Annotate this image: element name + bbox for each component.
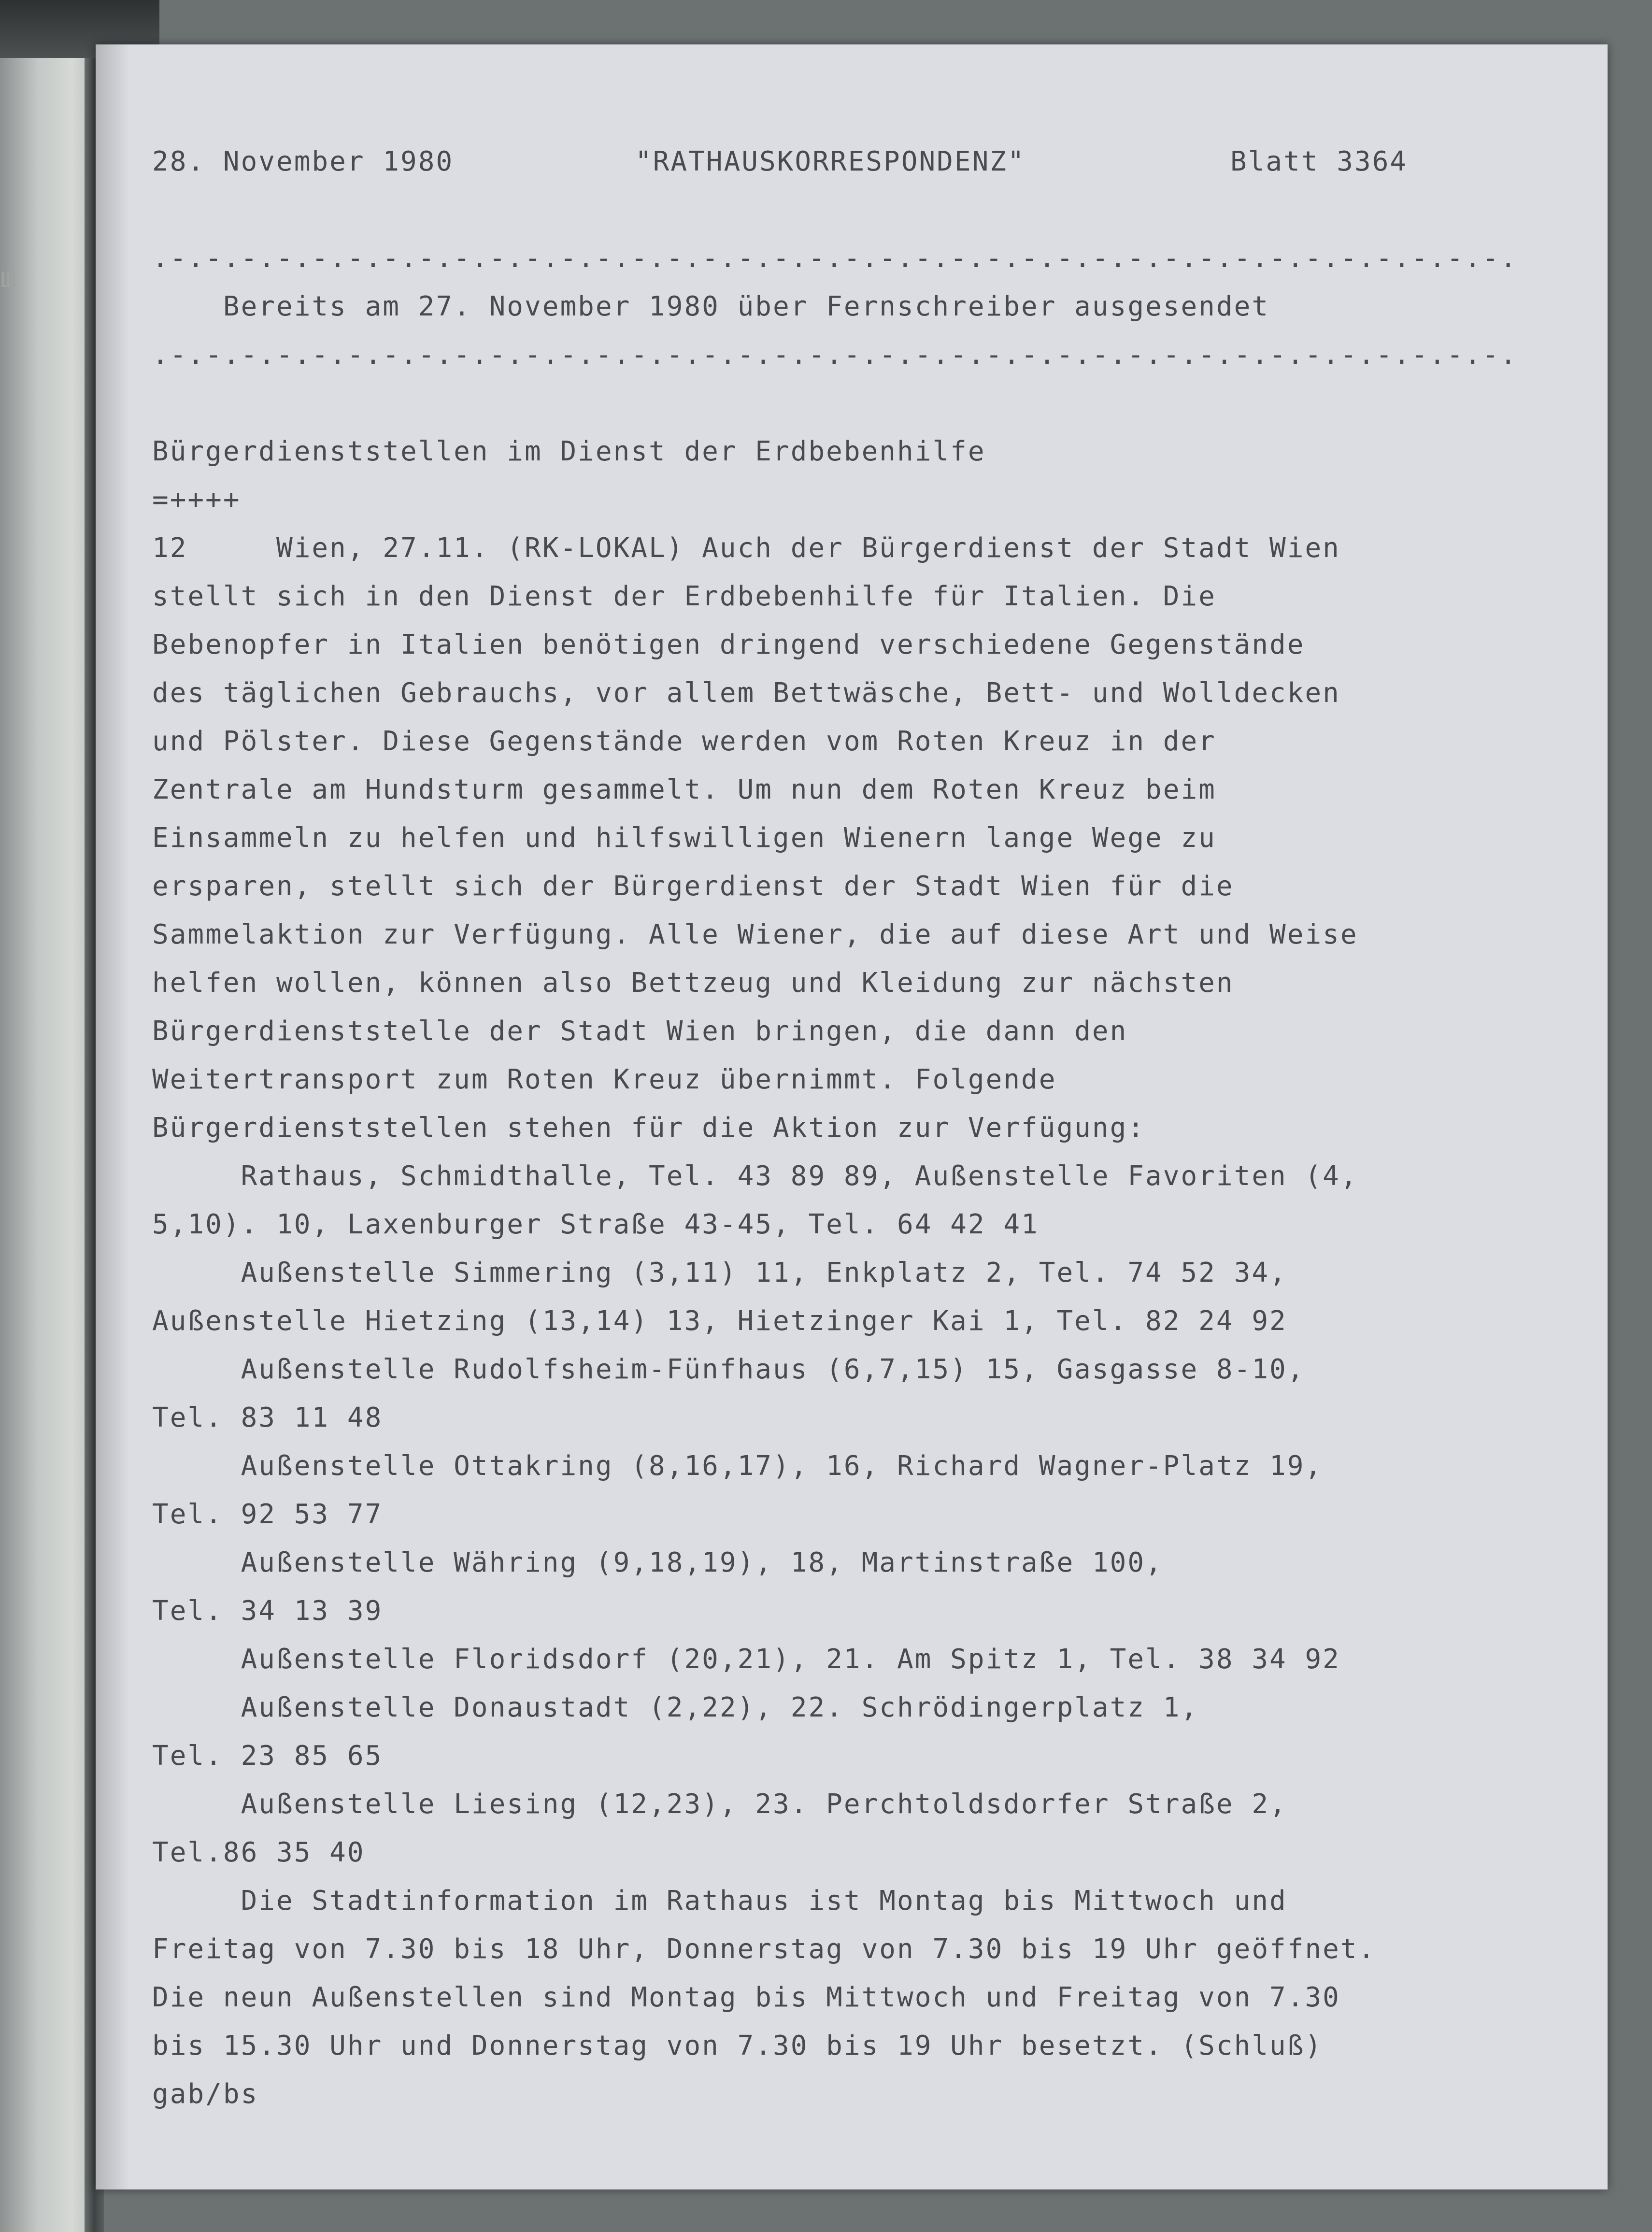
page-header (152, 138, 1553, 186)
body-line: Bürgerdienststelle der Stadt Wien bringen, die dann den (152, 1016, 1128, 1047)
body-line: Zentrale am Hundsturm gesammelt. Um nun dem Roten Kreuz beim (152, 774, 1216, 805)
body-line: Außenstelle Währing (9,18,19), 18, Martinstraße 100, (152, 1547, 1163, 1578)
body-line: helfen wollen, können also Bettzeug und Kleidung zur nächsten (152, 967, 1234, 999)
body-line: Außenstelle Floridsdorf (20,21), 21. Am Spitz 1, Tel. 38 34 92 (152, 1644, 1340, 1675)
separator-top: .-.-.-.-.-.-.-.-.-.-.-.-.-.-.-.-.-.-.-.-.-.-.-.-.-.-.-.-.-.-.-.-.-.-.-.-.-.-. (152, 243, 1518, 274)
body-line: des täglichen Gebrauchs, vor allem Bettwäsche, Bett- und Wolldecken (152, 677, 1340, 709)
body-line: Tel. 92 53 77 (152, 1499, 383, 1530)
headline: Bürgerdienststellen im Dienst der Erdbebenhilfe (152, 436, 986, 467)
body-line: Außenstelle Simmering (3,11) 11, Enkplatz 2, Tel. 74 52 34, (152, 1257, 1287, 1288)
body-line: ersparen, stellt sich der Bürgerdienst der Stadt Wien für die (152, 871, 1234, 902)
body-line: und Pölster. Diese Gegenstände werden vom Roten Kreuz in der (152, 726, 1216, 757)
body-line: 12 Wien, 27.11. (RK-LOKAL) Auch der Bürgerdienst der Stadt Wien (152, 532, 1340, 564)
body-line: Die neun Außenstellen sind Montag bis Mittwoch und Freitag von 7.30 (152, 1982, 1340, 2013)
transmission-notice: Bereits am 27. November 1980 über Fernschreiber ausgesendet (152, 291, 1270, 322)
body-line: bis 15.30 Uhr und Donnerstag von 7.30 bis 19 Uhr besetzt. (Schluß) (152, 2030, 1323, 2061)
body-line: Außenstelle Ottakring (8,16,17), 16, Richard Wagner-Platz 19, (152, 1450, 1323, 1482)
body-line: Außenstelle Donaustadt (2,22), 22. Schrödingerplatz 1, (152, 1692, 1199, 1723)
body-line: Bürgerdienststellen stehen für die Aktion zur Verfügung: (152, 1112, 1146, 1144)
body-line: stellt sich in den Dienst der Erdbebenhilfe für Italien. Die (152, 581, 1216, 612)
body-line: Bebenopfer in Italien benötigen dringend verschiedene Gegenstände (152, 629, 1305, 660)
header-publication: "RATHAUSKORRESPONDENZ" (635, 146, 1025, 177)
body-line: Außenstelle Hietzing (13,14) 13, Hietzinger Kai 1, Tel. 82 24 92 (152, 1305, 1287, 1337)
header-sheet-number: Blatt 3364 (1230, 146, 1408, 177)
body-line: Weitertransport zum Roten Kreuz übernimmt. Folgende (152, 1064, 1057, 1095)
body-line: Einsammeln zu helfen und hilfswilligen Wienern lange Wege zu (152, 822, 1216, 854)
body-line: 5,10). 10, Laxenburger Straße 43-45, Tel. 64 42 41 (152, 1209, 1039, 1240)
body-line: Außenstelle Rudolfsheim-Fünfhaus (6,7,15) 15, Gasgasse 8-10, (152, 1354, 1305, 1385)
headline-marker: =++++ (152, 484, 241, 515)
body-line: Tel. 34 13 39 (152, 1595, 383, 1627)
page-shadow (96, 44, 129, 2189)
article-body (152, 524, 1553, 2118)
previous-page-edge (0, 0, 97, 2232)
typewritten-document (152, 138, 1553, 2118)
body-line: Tel.86 35 40 (152, 1837, 365, 1868)
body-line: gab/bs (152, 2078, 259, 2110)
body-line: Außenstelle Liesing (12,23), 23. Perchtoldsdorfer Straße 2, (152, 1788, 1287, 1820)
body-line: Tel. 83 11 48 (152, 1402, 383, 1433)
previous-page-text-fragment: ш (0, 261, 18, 294)
header-date: 28. November 1980 (152, 146, 454, 177)
body-line: Rathaus, Schmidthalle, Tel. 43 89 89, Außenstelle Favoriten (4, (152, 1160, 1358, 1192)
separator-bottom: .-.-.-.-.-.-.-.-.-.-.-.-.-.-.-.-.-.-.-.-.-.-.-.-.-.-.-.-.-.-.-.-.-.-.-.-.-.-. (152, 339, 1518, 371)
body-line: Sammelaktion zur Verfügung. Alle Wiener, die auf diese Art und Weise (152, 919, 1358, 950)
body-line: Tel. 23 85 65 (152, 1740, 383, 1772)
body-line: Die Stadtinformation im Rathaus ist Montag bis Mittwoch und (152, 1885, 1287, 1917)
body-line: Freitag von 7.30 bis 18 Uhr, Donnerstag von 7.30 bis 19 Uhr geöffnet. (152, 1933, 1376, 1965)
